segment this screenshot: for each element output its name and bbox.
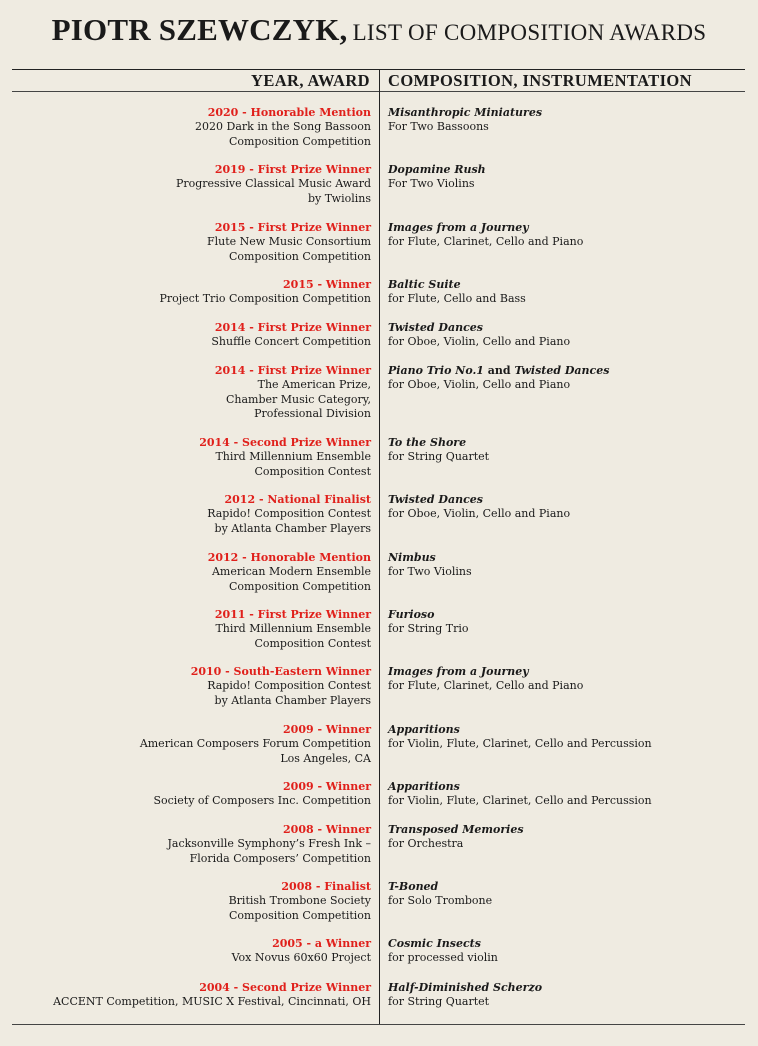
composition-cell: [388, 163, 748, 192]
award-organization-line: American Modern Ensemble: [211, 565, 371, 579]
award-organization-line: Progressive Classical Music Award: [175, 177, 371, 191]
award-organization-line: Third Millennium Ensemble: [215, 622, 371, 636]
instrumentation: for String Quartet: [388, 995, 490, 1009]
award-title: 2012 - National Finalist: [224, 493, 371, 506]
instrumentation: For Two Bassoons: [388, 120, 489, 134]
composition-title-part: Twisted Dances: [514, 364, 610, 377]
award-title: 2019 - First Prize Winner: [214, 163, 371, 176]
composition-title: Apparitions: [388, 723, 460, 736]
composition-title: Misanthropic Miniatures: [388, 106, 543, 119]
table-bottom-rule: [12, 1024, 745, 1025]
composition-title: Baltic Suite: [388, 278, 461, 291]
composition-title: Nimbus: [388, 551, 436, 564]
award-organization-line: Vox Novus 60x60 Project: [231, 951, 371, 965]
award-organization-line: Composition Contest: [254, 636, 371, 650]
award-organization-line: Composition Contest: [254, 464, 371, 478]
award-cell: [11, 163, 371, 206]
composition-title: Cosmic Insects: [388, 937, 481, 950]
award-organization-line: Shuffle Concert Competition: [211, 335, 371, 349]
composition-cell: [388, 665, 748, 694]
composer-name: PIOTR SZEWCZYK,: [51, 12, 348, 47]
award-title: 2015 - Winner: [283, 278, 371, 291]
award-title: 2008 - Finalist: [281, 880, 371, 893]
composition-cell: [388, 551, 748, 580]
composition-title: Transposed Memories: [388, 823, 524, 836]
composition-cell: [388, 981, 748, 1010]
instrumentation: for Oboe, Violin, Cello and Piano: [388, 378, 571, 392]
composition-title: Twisted Dances: [388, 321, 483, 334]
award-title: 2008 - Winner: [283, 823, 371, 836]
award-cell: [11, 608, 371, 651]
composition-cell: [388, 221, 748, 250]
award-title: 2011 - First Prize Winner: [214, 608, 371, 621]
award-title: 2014 - First Prize Winner: [214, 364, 371, 377]
composition-cell: [388, 321, 748, 350]
award-organization-line: Composition Competition: [228, 908, 371, 922]
composition-cell: [388, 780, 748, 809]
composition-title-join: and: [483, 364, 515, 377]
composition-cell: [388, 278, 748, 307]
composition-cell: [388, 880, 748, 909]
award-title: 2009 - Winner: [283, 723, 371, 736]
award-cell: [11, 880, 371, 923]
award-cell: [11, 665, 371, 708]
instrumentation: for Flute, Cello and Bass: [388, 292, 526, 306]
award-organization-line: Rapido! Composition Contest: [207, 507, 371, 521]
composition-cell: [388, 823, 748, 852]
award-cell: [11, 106, 371, 149]
award-title: 2009 - Winner: [283, 780, 371, 793]
award-title: 2005 - a Winner: [272, 937, 371, 950]
composition-title: [388, 364, 748, 378]
composition-cell: [388, 937, 748, 966]
award-organization-line: 2020 Dark in the Song Bassoon: [195, 120, 371, 134]
instrumentation: for Flute, Clarinet, Cello and Piano: [388, 235, 584, 249]
award-organization-line: by Atlanta Chamber Players: [214, 693, 371, 707]
instrumentation: for Orchestra: [388, 837, 464, 851]
award-cell: [11, 937, 371, 966]
composition-cell: [388, 364, 748, 393]
award-organization-line: by Atlanta Chamber Players: [214, 521, 371, 535]
instrumentation: for Two Violins: [388, 565, 472, 579]
column-header-composition: COMPOSITION, INSTRUMENTATION: [388, 71, 692, 90]
award-title: 2014 - First Prize Winner: [214, 321, 371, 334]
composition-title: Half-Diminished Scherzo: [388, 981, 543, 994]
award-organization-line: Chamber Music Category,: [225, 392, 371, 406]
instrumentation: for Oboe, Violin, Cello and Piano: [388, 507, 571, 521]
award-title: 2015 - First Prize Winner: [214, 221, 371, 234]
instrumentation: for Oboe, Violin, Cello and Piano: [388, 335, 571, 349]
award-cell: [11, 493, 371, 536]
composition-cell: [388, 106, 748, 135]
column-header-year-award: YEAR, AWARD: [251, 71, 370, 90]
instrumentation: for Flute, Clarinet, Cello and Piano: [388, 679, 584, 693]
award-cell: [11, 278, 371, 307]
instrumentation: for Violin, Flute, Clarinet, Cello and Percussion: [388, 737, 652, 751]
award-organization-line: Los Angeles, CA: [280, 751, 371, 765]
instrumentation: for String Trio: [388, 622, 469, 636]
award-organization-line: ACCENT Competition, MUSIC X Festival, Cincinnati, OH: [53, 995, 371, 1009]
award-cell: [11, 221, 371, 264]
award-organization-line: Project Trio Composition Competition: [159, 292, 371, 306]
award-organization-line: Composition Competition: [228, 249, 371, 263]
award-organization-line: British Trombone Society: [228, 894, 371, 908]
composition-cell: [388, 608, 748, 637]
award-cell: [11, 981, 371, 1010]
award-cell: [11, 780, 371, 809]
award-organization-line: by Twiolins: [307, 191, 371, 205]
award-title: 2020 - Honorable Mention: [207, 106, 371, 119]
composition-title: T-Boned: [388, 880, 439, 893]
award-organization-line: Composition Competition: [228, 579, 371, 593]
award-cell: [11, 436, 371, 479]
award-organization-line: The American Prize,: [257, 378, 371, 392]
composition-title: To the Shore: [388, 436, 467, 449]
award-cell: [11, 364, 371, 422]
award-organization-line: Flute New Music Consortium: [207, 235, 371, 249]
award-cell: [11, 823, 371, 866]
award-title: 2014 - Second Prize Winner: [199, 436, 371, 449]
composition-title: Images from a Journey: [388, 221, 529, 234]
award-organization-line: Jacksonville Symphony’s Fresh Ink –: [167, 837, 371, 851]
instrumentation: for Solo Trombone: [388, 894, 493, 908]
composition-title-part: Piano Trio No.1: [388, 364, 484, 377]
composition-title: Furioso: [388, 608, 435, 621]
composition-title: Twisted Dances: [388, 493, 483, 506]
composition-cell: [388, 723, 748, 752]
award-organization-line: Rapido! Composition Contest: [207, 679, 371, 693]
award-organization-line: Composition Competition: [228, 134, 371, 148]
award-title: 2004 - Second Prize Winner: [199, 981, 371, 994]
award-cell: [11, 551, 371, 594]
title-subtitle: LIST OF COMPOSITION AWARDS: [352, 20, 707, 45]
award-title: 2012 - Honorable Mention: [207, 551, 371, 564]
instrumentation: For Two Violins: [388, 177, 475, 191]
award-cell: [11, 321, 371, 350]
award-cell: [11, 723, 371, 766]
instrumentation: for String Quartet: [388, 450, 490, 464]
award-organization-line: Florida Composers’ Competition: [189, 851, 371, 865]
column-divider: [379, 69, 380, 1025]
award-organization-line: American Composers Forum Competition: [139, 737, 371, 751]
award-organization-line: Third Millennium Ensemble: [215, 450, 371, 464]
page-title: [0, 12, 758, 48]
award-organization-line: Society of Composers Inc. Competition: [153, 794, 371, 808]
instrumentation: for processed violin: [388, 951, 498, 965]
composition-title: Dopamine Rush: [388, 163, 486, 176]
award-organization-line: Professional Division: [254, 407, 371, 421]
composition-cell: [388, 493, 748, 522]
composition-cell: [388, 436, 748, 465]
composition-title: Apparitions: [388, 780, 460, 793]
award-title: 2010 - South-Eastern Winner: [190, 665, 371, 678]
composition-title: Images from a Journey: [388, 665, 529, 678]
instrumentation: for Violin, Flute, Clarinet, Cello and Percussion: [388, 794, 652, 808]
